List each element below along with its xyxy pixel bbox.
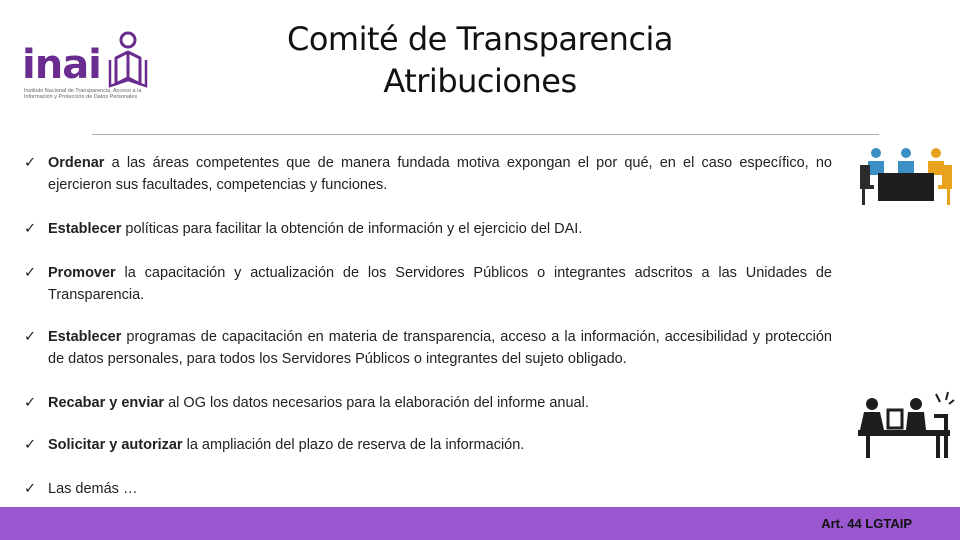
item-keyword: Solicitar y autorizar — [48, 437, 183, 453]
title-line-2: Atribuciones — [383, 62, 577, 100]
meeting-discussion-icon — [856, 388, 956, 462]
check-icon: ✓ — [24, 329, 37, 345]
logo-tagline: Instituto Nacional de Transparencia, Acceso a la Información y Protección de Datos Personales — [24, 88, 142, 100]
item-text: al OG los datos necesarios para la elaboración del informe anual. — [164, 395, 589, 411]
inai-logo — [22, 30, 172, 110]
check-icon: ✓ — [24, 395, 37, 411]
page-title — [250, 18, 710, 102]
title-line-1: Comité de Transparencia — [286, 20, 674, 58]
check-icon: ✓ — [24, 221, 37, 237]
item-keyword: Ordenar — [48, 155, 105, 171]
footer-bar — [0, 507, 960, 540]
list-item — [24, 326, 832, 370]
divider — [92, 134, 879, 135]
item-text: a las áreas competentes que de manera fundada motiva expongan el por qué, en el caso específico, no ejercieron sus facultades, competencias y funciones. — [48, 155, 832, 193]
list-item — [24, 262, 832, 306]
article-reference: Art. 44 LGTAIP — [821, 516, 912, 531]
item-keyword: Establecer — [48, 329, 122, 345]
list-item — [24, 218, 832, 240]
item-text: programas de capacitación en materia de transparencia, acceso a la información, accesibilidad y protección de datos personales, para todos los Servidores Públicos o integrantes del sujeto obligado. — [48, 329, 832, 367]
committee-meeting-icon — [856, 145, 956, 209]
check-icon: ✓ — [24, 437, 37, 453]
check-icon: ✓ — [24, 265, 37, 281]
item-text: políticas para facilitar la obtención de información y el ejercicio del DAI. — [121, 221, 583, 237]
list-item — [24, 434, 832, 456]
check-icon: ✓ — [24, 481, 37, 497]
item-text: Las demás … — [48, 481, 138, 497]
item-keyword: Establecer — [48, 221, 122, 237]
inai-logo-figure-icon — [108, 30, 168, 92]
logo-wordmark: inai — [22, 42, 101, 88]
item-keyword: Promover — [48, 265, 116, 281]
item-text: la ampliación del plazo de reserva de la información. — [182, 437, 525, 453]
list-item — [24, 152, 832, 196]
list-item — [24, 392, 832, 414]
item-keyword: Recabar y enviar — [48, 395, 165, 411]
check-icon: ✓ — [24, 155, 37, 171]
item-text: la capacitación y actualización de los Servidores Públicos o integrantes adscritos a las Unidades de Transparencia. — [48, 265, 832, 303]
list-item — [24, 478, 832, 500]
